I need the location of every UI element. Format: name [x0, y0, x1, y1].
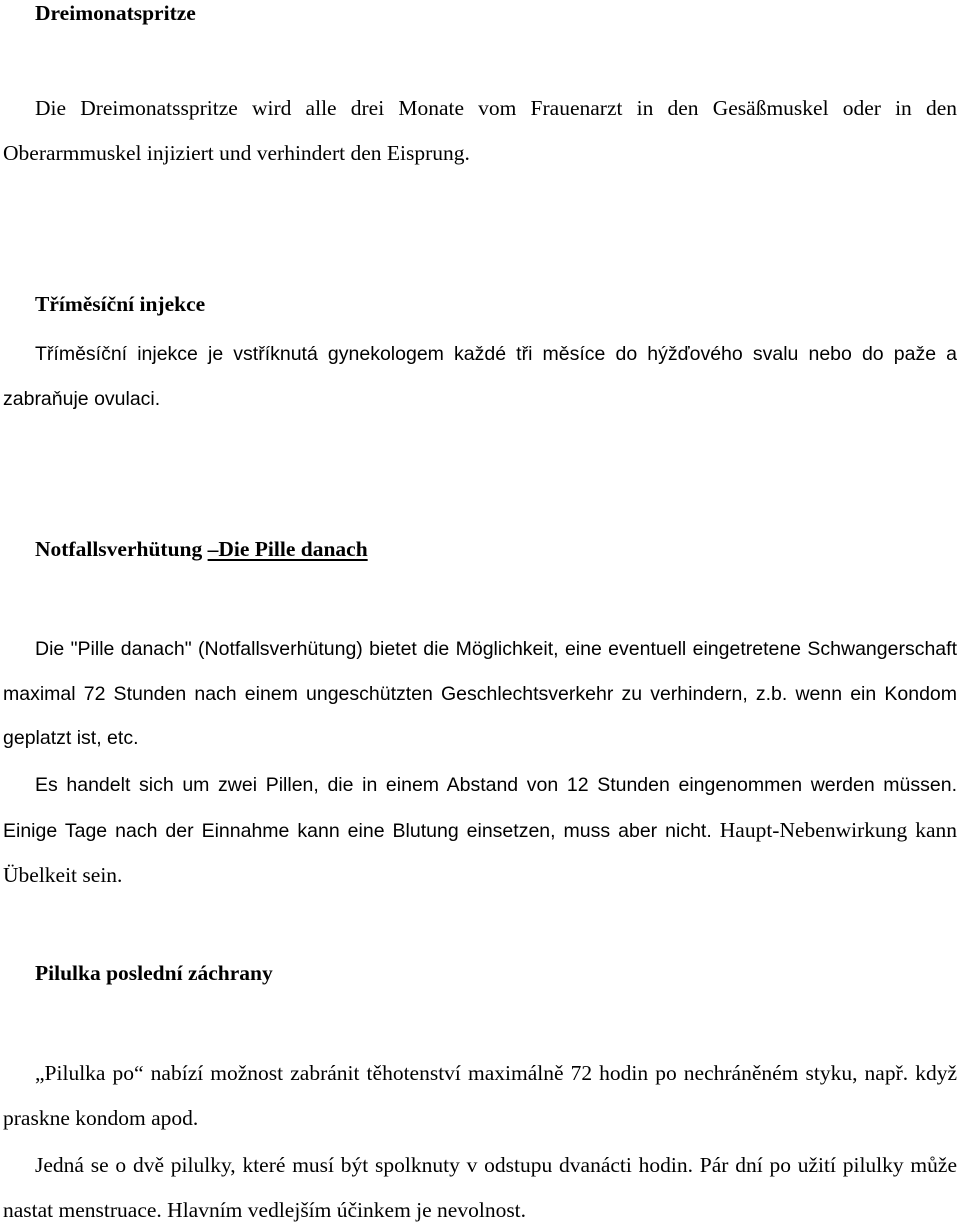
section-heading-trimesicni-injekce: Tříměsíční injekce — [35, 292, 206, 316]
paragraph-pilulka-2: Jedná se o dvě pilulky, které musí být spolknuty v odstupu dvanácti hodin. Pár dní po užití pilulky může nastat menstruace. Hlavním vedlejším účinkem je nevolnost. — [3, 1153, 957, 1222]
paragraph-trimesicni-injekce: Tříměsíční injekce je vstříknutá gynekologem každé tři měsíce do hýžďového svalu nebo do paže a zabraňuje ovulaci. — [3, 343, 957, 410]
section-heading-dreimonatspritze: Dreimonatspritze — [35, 1, 196, 25]
section-heading-notfallsverhuetung — [35, 536, 960, 562]
paragraph-pille-danach-2 — [3, 763, 957, 899]
heading-part-1: Notfallsverhütung — [35, 537, 208, 561]
paragraph-pilulka-1: „Pilulka po“ nabízí možnost zabránit těhotenství maximálně 72 hodin po nechráněném styku, např. když praskne kondom apod. — [3, 1061, 957, 1130]
section-heading-pilulka-posledni-zachrany: Pilulka poslední záchrany — [35, 961, 273, 985]
paragraph-pille-danach-2-b: Haupt-Nebenwirkung kann Übelkeit sein. — [3, 817, 957, 887]
heading-part-2-underlined: –Die Pille danach — [207, 537, 368, 561]
paragraph-dreimonatspritze: Die Dreimonatsspritze wird alle drei Monate vom Frauenarzt in den Gesäßmuskel oder in den Oberarmmuskel injiziert und verhindert den Eisprung. — [3, 96, 957, 165]
paragraph-pille-danach-2-a: Es handelt sich um zwei Pillen, die in einem Abstand von 12 Stunden eingenommen werden müssen. Einige Tage nach der Einnahme kann eine Blutung einsetzen, muss aber nicht. — [3, 774, 957, 842]
paragraph-pille-danach-1: Die "Pille danach" (Notfallsverhütung) bietet die Möglichkeit, eine eventuell eingetretene Schwangerschaft maximal 72 Stunden nach einem ungeschützten Geschlechtsverkehr zu verhindern, z.b. wenn ein Kondom geplatzt ist, etc. — [3, 638, 957, 749]
